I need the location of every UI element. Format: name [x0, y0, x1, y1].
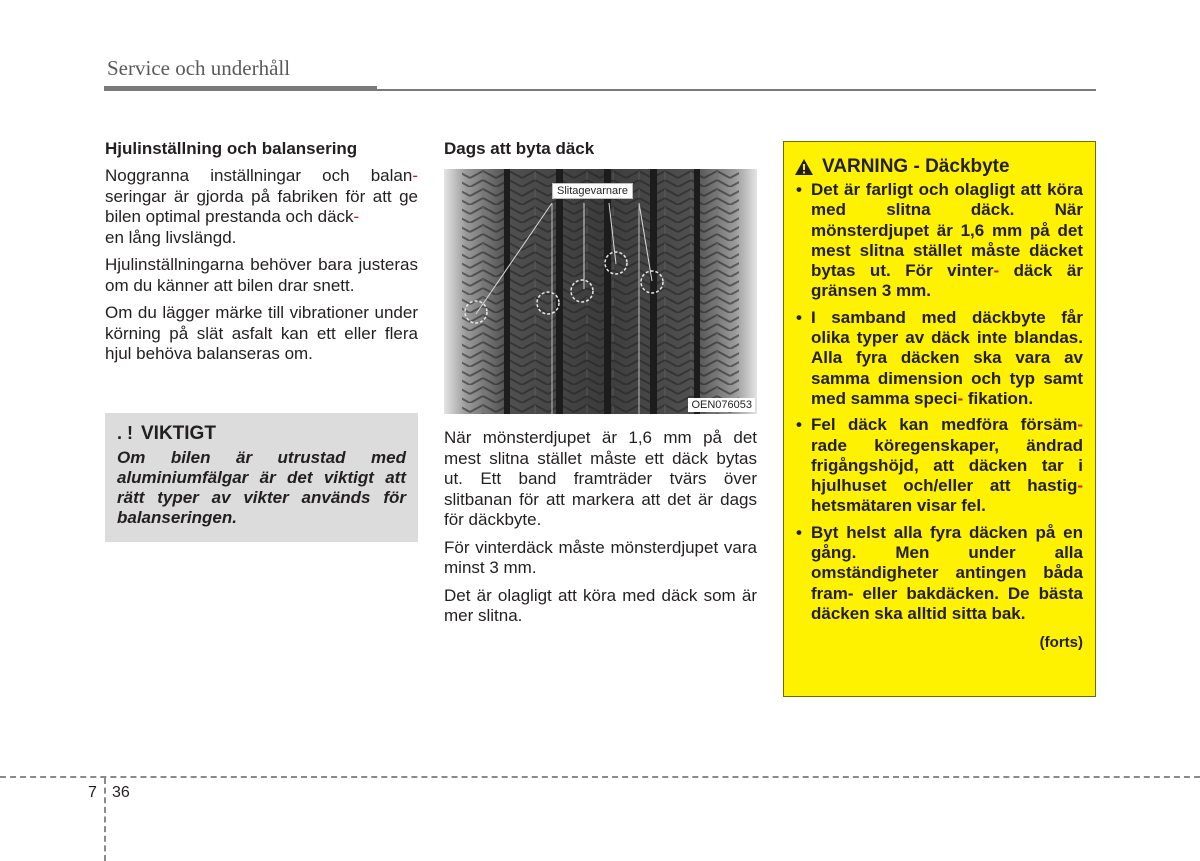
continued-note: (forts) — [1039, 634, 1083, 652]
tire-tread-image — [444, 169, 757, 414]
figure-caption: OEN076053 — [688, 398, 755, 412]
important-title: VIKTIGT — [141, 423, 216, 444]
footer-vertical-rule — [104, 778, 106, 861]
footer-rule — [0, 776, 1200, 778]
page-number: 36 — [112, 784, 130, 801]
column-tire-text — [444, 428, 757, 634]
paragraph-winter-tires: För vinterdäck måste mönsterdjupet vara minst 3 mm. — [444, 537, 757, 577]
paragraph-illegal: Det är olagligt att köra med däck som är mer slitna. — [444, 585, 757, 625]
header-rule-thick — [104, 86, 377, 91]
important-text: Om bilen är utrustad med aluminiumfälgar är det viktigt att rätt typer av vikter används för balanseringen. — [117, 448, 406, 527]
warning-item-replace-all: • Byt helst alla fyra däcken på en gång. Men under alla omständigheter antingen båda fram- eller bakdäcken. De bästa däcken ska alltid sitta bak. — [794, 523, 1083, 624]
tire-tread-illustration — [444, 169, 757, 414]
important-notice — [105, 413, 418, 542]
important-header — [117, 423, 406, 445]
header-rule-thin — [377, 89, 1096, 91]
paragraph-alignment-factory: Noggranna inställningar och balan- seringar är gjorda på fabriken för att ge bilen optimal prestanda och däck- en lång livslängd. — [105, 166, 418, 247]
exclamation-icon: . ! — [117, 422, 133, 443]
heading-tire-replacement: Dags att byta däck — [444, 139, 595, 158]
warning-item-worn-tires: • Det är farligt och olagligt att köra med slitna däck. När mönsterdjupet är 1,6 mm på det mest slitna stället måste däcket bytas ut. För vinter- däck är gränsen 3 mm. — [794, 180, 1083, 302]
section-title: Service och underhåll — [107, 56, 291, 80]
wear-indicator-label: Slitagevarnare — [552, 183, 633, 199]
column-wheel-alignment — [105, 138, 418, 372]
paragraph-tread-depth: När mönsterdjupet är 1,6 mm på det mest slitna stället måste ett däck bytas ut. Ett band framträder tvärs över slitbanan för att markera att det är dags för däckbyte. — [444, 428, 757, 529]
heading-wheel-alignment: Hjulinställning och balansering — [105, 139, 358, 158]
column-tire-replacement — [444, 138, 757, 166]
paragraph-vibrations: Om du lägger märke till vibrationer under körning på slät asfalt kan ett eller flera hjul behöva balanseras om. — [105, 303, 418, 363]
warning-list — [794, 180, 1083, 624]
warning-item-wrong-tires: • Fel däck kan medföra försäm- rade köregenskaper, ändrad frigångshöjd, att däcken tar i hjulhuset och/eller att hastig- hetsmätaren visar fel. — [794, 415, 1083, 516]
warning-item-mixed-tires: • I samband med däckbyte får olika typer av däck inte blandas. Alla fyra däcken ska vara av samma dimension och typ samt med samma speci- fikation. — [794, 308, 1083, 409]
warning-title: VARNING - Däckbyte — [822, 156, 1010, 177]
warning-header — [794, 156, 1083, 178]
warning-tire-change — [783, 141, 1096, 697]
paragraph-alignment-adjust: Hjulinställningarna behöver bara justeras om du känner att bilen drar snett. — [105, 255, 418, 295]
warning-triangle-icon — [794, 158, 814, 176]
chapter-number: 7 — [88, 784, 97, 801]
